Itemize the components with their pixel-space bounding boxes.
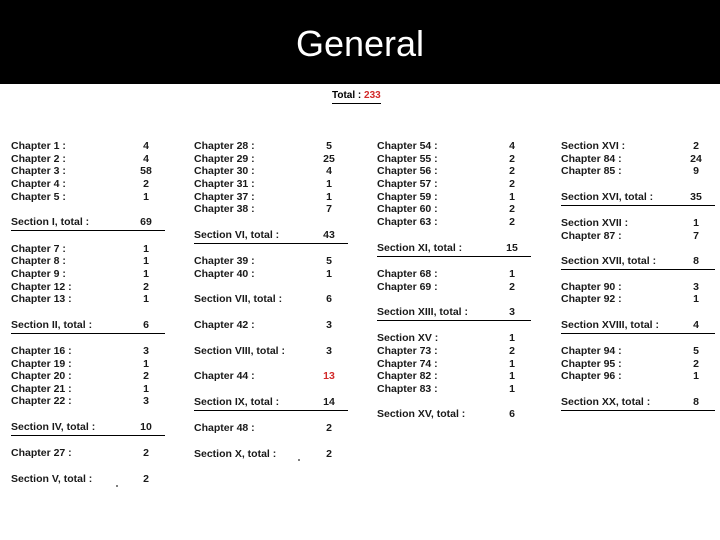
chapter-row — [377, 281, 531, 293]
chapter-row — [194, 255, 348, 267]
row-label: Chapter 57 : — [377, 178, 438, 190]
section-total-row — [561, 396, 715, 411]
chapter-row — [11, 191, 165, 203]
chapter-row — [561, 217, 715, 229]
row-label: Chapter 7 : — [11, 243, 66, 255]
section-total-row — [11, 319, 165, 334]
row-label: Section IV, total : — [11, 421, 96, 433]
row-value: 4 — [143, 153, 149, 165]
row-label: Chapter 44 : — [194, 370, 255, 382]
row-value: 2 — [693, 358, 699, 370]
row-label: Chapter 92 : — [561, 293, 622, 305]
chapter-row — [11, 358, 165, 370]
row-value: 1 — [509, 268, 515, 280]
chapter-row — [11, 370, 165, 382]
row-value: 4 — [509, 140, 515, 152]
section-total-row — [194, 293, 348, 305]
row-value: 1 — [143, 383, 149, 395]
row-value: 10 — [140, 421, 152, 433]
chapter-row — [561, 293, 715, 305]
chapter-row — [561, 230, 715, 242]
row-value: 2 — [143, 473, 149, 485]
row-label: Section VIII, total : — [194, 345, 286, 357]
row-value: 3 — [693, 281, 699, 293]
chapter-row — [561, 358, 715, 370]
title-bar — [0, 0, 720, 84]
row-value: 2 — [326, 448, 332, 460]
row-value: 2 — [509, 165, 515, 177]
chapter-row — [377, 332, 531, 344]
row-label: Chapter 54 : — [377, 140, 438, 152]
row-label: Chapter 31 : — [194, 178, 255, 190]
chapter-row — [377, 358, 531, 370]
row-label: Section XVII : — [561, 217, 629, 229]
row-label: Chapter 2 : — [11, 153, 66, 165]
row-value: 5 — [326, 255, 332, 267]
slide-title: General — [295, 23, 425, 64]
row-label: Section XVI, total : — [561, 191, 654, 203]
chapter-row — [194, 203, 348, 215]
row-label: Chapter 60 : — [377, 203, 438, 215]
row-label: Section I, total : — [11, 216, 90, 228]
row-label: Chapter 37 : — [194, 191, 255, 203]
row-value: 2 — [509, 345, 515, 357]
row-value: 6 — [143, 319, 149, 331]
row-label: Section VI, total : — [194, 229, 280, 241]
chapter-row — [194, 178, 348, 190]
chapter-row — [194, 319, 348, 331]
row-label: Section XI, total : — [377, 242, 463, 254]
row-value: 2 — [693, 140, 699, 152]
row-label: Chapter 5 : — [11, 191, 66, 203]
row-value: 2 — [509, 178, 515, 190]
row-value: 58 — [140, 165, 152, 177]
row-label: Chapter 29 : — [194, 153, 255, 165]
chapter-row — [194, 140, 348, 152]
row-value: 1 — [509, 332, 515, 344]
row-value: 6 — [509, 408, 515, 420]
row-value: 1 — [326, 178, 332, 190]
row-value: 5 — [326, 140, 332, 152]
row-label: Chapter 73 : — [377, 345, 438, 357]
row-label: Chapter 4 : — [11, 178, 66, 190]
row-value: 43 — [323, 229, 335, 241]
chapter-row — [561, 281, 715, 293]
row-value: 2 — [509, 281, 515, 293]
chapter-row — [377, 370, 531, 382]
row-label: Section XV, total : — [377, 408, 466, 420]
row-value: 1 — [143, 358, 149, 370]
row-value: 7 — [693, 230, 699, 242]
row-value: 35 — [690, 191, 702, 203]
row-label: Chapter 56 : — [377, 165, 438, 177]
section-total-row — [377, 242, 531, 257]
chapter-row — [11, 345, 165, 357]
chapter-row — [377, 165, 531, 177]
row-label: Chapter 30 : — [194, 165, 255, 177]
row-value: 2 — [143, 281, 149, 293]
row-value: 1 — [509, 370, 515, 382]
row-label: Chapter 82 : — [377, 370, 438, 382]
row-label: Section XVII, total : — [561, 255, 657, 267]
row-label: Chapter 85 : — [561, 165, 622, 177]
chapter-row — [11, 243, 165, 255]
chapter-row — [377, 153, 531, 165]
chapter-row — [561, 153, 715, 165]
row-label: Chapter 84 : — [561, 153, 622, 165]
row-label: Chapter 28 : — [194, 140, 255, 152]
row-value: 1 — [693, 370, 699, 382]
row-value: 2 — [143, 178, 149, 190]
row-value: 2 — [143, 370, 149, 382]
row-label: Chapter 96 : — [561, 370, 622, 382]
row-value: 2 — [326, 422, 332, 434]
section-total-row — [194, 448, 348, 460]
chapter-row — [377, 140, 531, 152]
row-value: 69 — [140, 216, 152, 228]
row-value: 1 — [693, 217, 699, 229]
row-value: 9 — [693, 165, 699, 177]
row-value: 24 — [690, 153, 702, 165]
row-value: 8 — [693, 255, 699, 267]
stray-mark — [298, 459, 300, 461]
row-value: 3 — [143, 395, 149, 407]
row-label: Chapter 39 : — [194, 255, 255, 267]
row-label: Chapter 68 : — [377, 268, 438, 280]
row-value: 1 — [509, 358, 515, 370]
row-value: 5 — [693, 345, 699, 357]
chapter-row — [194, 370, 348, 382]
chapter-row — [377, 216, 531, 228]
section-total-row — [194, 396, 348, 411]
row-label: Section IX, total : — [194, 396, 280, 408]
row-label: Chapter 95 : — [561, 358, 622, 370]
chapter-row — [561, 140, 715, 152]
row-value: 3 — [509, 306, 515, 318]
row-label: Chapter 3 : — [11, 165, 66, 177]
row-value: 4 — [693, 319, 699, 331]
section-total-row — [561, 255, 715, 270]
section-total-row — [11, 216, 165, 231]
row-label: Section V, total : — [11, 473, 93, 485]
row-value: 8 — [693, 396, 699, 408]
chapter-row — [11, 165, 165, 177]
section-total-row — [11, 421, 165, 436]
row-value: 15 — [506, 242, 518, 254]
section-total-row — [561, 319, 715, 334]
chapter-row — [194, 165, 348, 177]
row-label: Chapter 87 : — [561, 230, 622, 242]
section-total-row — [377, 408, 531, 420]
chapter-row — [11, 447, 165, 459]
chapter-row — [377, 203, 531, 215]
row-label: Section X, total : — [194, 448, 277, 460]
row-label: Chapter 21 : — [11, 383, 72, 395]
row-label: Chapter 42 : — [194, 319, 255, 331]
row-label: Chapter 13 : — [11, 293, 72, 305]
section-total-row — [194, 229, 348, 244]
row-label: Chapter 40 : — [194, 268, 255, 280]
chapter-row — [194, 153, 348, 165]
row-label: Chapter 19 : — [11, 358, 72, 370]
grand-total-label: Total : — [332, 90, 362, 101]
row-value: 3 — [326, 319, 332, 331]
row-label: Chapter 94 : — [561, 345, 622, 357]
row-label: Chapter 55 : — [377, 153, 438, 165]
row-label: Section XVIII, total : — [561, 319, 660, 331]
row-label: Chapter 9 : — [11, 268, 66, 280]
chapter-row — [377, 383, 531, 395]
chapter-row — [377, 178, 531, 190]
chapter-row — [377, 191, 531, 203]
chapter-row — [11, 293, 165, 305]
chapter-row — [377, 268, 531, 280]
chapter-row — [11, 140, 165, 152]
row-value: 3 — [326, 345, 332, 357]
row-label: Section II, total : — [11, 319, 93, 331]
row-value: 6 — [326, 293, 332, 305]
row-label: Section XVI : — [561, 140, 626, 152]
row-value: 1 — [326, 191, 332, 203]
row-label: Section XV : — [377, 332, 439, 344]
row-value: 1 — [509, 383, 515, 395]
row-value: 1 — [693, 293, 699, 305]
row-value: 1 — [143, 255, 149, 267]
section-total-row — [194, 345, 348, 357]
row-value: 2 — [509, 153, 515, 165]
row-value: 4 — [143, 140, 149, 152]
chapter-row — [11, 255, 165, 267]
row-label: Section XX, total : — [561, 396, 651, 408]
chapter-row — [11, 153, 165, 165]
row-label: Chapter 27 : — [11, 447, 72, 459]
row-value: 3 — [143, 345, 149, 357]
row-label: Chapter 83 : — [377, 383, 438, 395]
chapter-row — [561, 370, 715, 382]
row-label: Chapter 48 : — [194, 422, 255, 434]
section-total-row — [11, 473, 165, 485]
chapter-row — [11, 395, 165, 407]
row-value: 1 — [143, 191, 149, 203]
row-value: 14 — [323, 396, 335, 408]
row-value: 2 — [509, 203, 515, 215]
row-value: 2 — [143, 447, 149, 459]
grand-total — [332, 90, 381, 104]
row-label: Chapter 16 : — [11, 345, 72, 357]
row-value: 1 — [326, 268, 332, 280]
row-label: Chapter 59 : — [377, 191, 438, 203]
row-label: Chapter 22 : — [11, 395, 72, 407]
row-value: 13 — [323, 370, 335, 382]
chapter-row — [11, 281, 165, 293]
section-total-row — [377, 306, 531, 321]
row-label: Chapter 12 : — [11, 281, 72, 293]
row-label: Chapter 74 : — [377, 358, 438, 370]
row-label: Section XIII, total : — [377, 306, 469, 318]
chapter-row — [11, 268, 165, 280]
row-value: 1 — [143, 293, 149, 305]
chapter-row — [194, 268, 348, 280]
row-value: 1 — [509, 191, 515, 203]
chapter-row — [561, 345, 715, 357]
chapter-row — [194, 191, 348, 203]
chapter-row — [194, 422, 348, 434]
row-label: Chapter 38 : — [194, 203, 255, 215]
row-label: Chapter 8 : — [11, 255, 66, 267]
section-total-row — [561, 191, 715, 206]
row-label: Chapter 20 : — [11, 370, 72, 382]
row-label: Chapter 1 : — [11, 140, 66, 152]
chapter-row — [11, 383, 165, 395]
chapter-row — [11, 178, 165, 190]
row-label: Section VII, total : — [194, 293, 283, 305]
row-value: 1 — [143, 243, 149, 255]
row-label: Chapter 69 : — [377, 281, 438, 293]
row-value: 7 — [326, 203, 332, 215]
row-value: 2 — [509, 216, 515, 228]
row-label: Chapter 63 : — [377, 216, 438, 228]
row-value: 1 — [143, 268, 149, 280]
chapter-row — [561, 165, 715, 177]
row-label: Chapter 90 : — [561, 281, 622, 293]
grand-total-value: 233 — [364, 90, 381, 101]
chapter-row — [377, 345, 531, 357]
stray-mark — [116, 485, 118, 487]
row-value: 4 — [326, 165, 332, 177]
row-value: 25 — [323, 153, 335, 165]
